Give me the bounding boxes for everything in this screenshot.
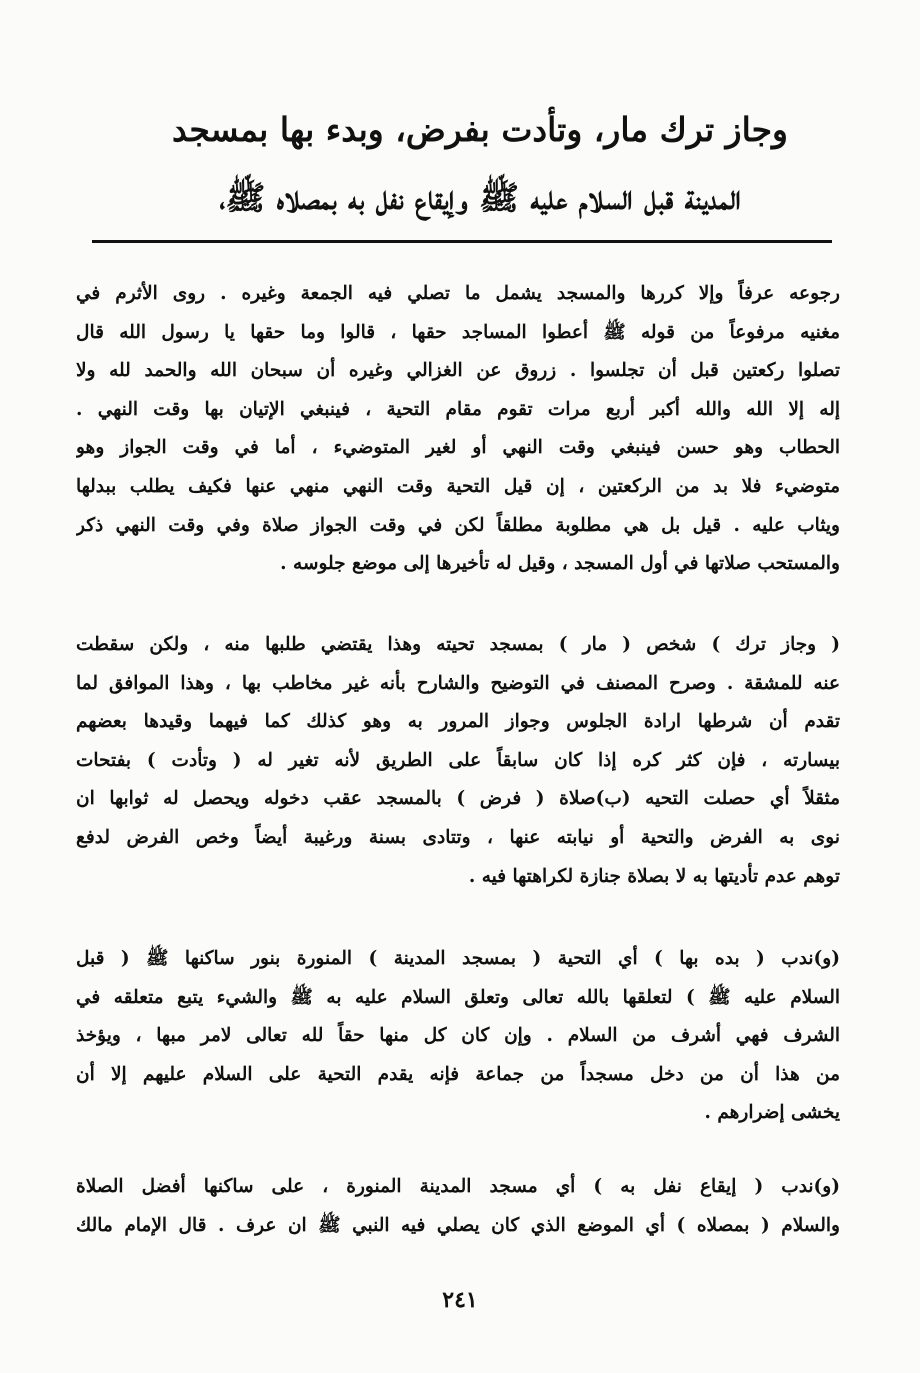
text-line: من هذا أن من دخل مسجداً من جماعة فإنه يقدم التحية على السلام عليهم إلا أن [76,1063,840,1085]
divider-rule [92,240,832,243]
text-line: مغنيه مرفوعاً من قوله ﷺ أعطوا المساجد حقها ، قالوا وما حقها يا رسول الله قال [76,321,840,343]
commentary-paragraph-2 [76,626,840,896]
text-line: والمستحب صلاتها في أول المسجد ، وقيل له تأخيرها إلى موضع جلوسه . [280,553,840,575]
text-line: يخشى إضرارهم . [704,1102,840,1124]
verse-line-1: وجاز ترك مار، وتأدت بفرض، وبدء بها بمسجد [172,110,788,149]
text-line: نوى به الفرض والتحية أو نيابته عنها ، وتتادى بسنة ورغيبة أيضاً وخص الفرض لدفع [76,826,840,848]
text-line: ( وجاز ترك ) شخص ( مار ) بمسجد تحيته وهذا يقتضي طلبها منه ، ولكن سقطت [76,634,840,655]
text-line: تقدم أن شرطها ارادة الجلوس وجواز المرور به وهو كذلك كما فيهما وقيدها بعضهم [76,711,840,733]
text-line: تصلوا ركعتين قبل أن تجلسوا . زروق عن الغزالي وغيره أن سبحان الله والحمد لله ولا [76,360,840,382]
text-line: ويثاب عليه . قيل بل هي مطلوبة مطلقاً لكن في وقت الجواز صلاة وفي وقت النهي ذكر [76,514,840,536]
commentary-paragraph-1 [76,275,840,584]
text-line: رجوعه عرفاً وإلا كررها والمسجد يشمل ما تصلي فيه الجمعة وغيره . روى الأثرم في [76,283,840,304]
text-line: (و)ندب ( إيقاع نفل به ) أي مسجد المدينة المنورة ، على ساكنها أفضل الصلاة [76,1176,840,1197]
page-number: ٢٤١ [442,1287,478,1313]
commentary-paragraph-3 [76,940,840,1133]
text-line: الشرف فهي أشرف من السلام . وإن كان كل منها حقاً لله تعالى لامر مبها ، ويؤخذ [76,1025,840,1047]
text-line: إله إلا الله والله أكبر أربع مرات تقوم مقام التحية ، فينبغي الإتيان بها وقت النهي . [76,398,840,420]
text-line: عنه للمشقة . وصرح المصنف في التوضيح والشارح بأنه غير مخاطب بها ، وهذا الموافق لما [76,672,840,694]
text-line: السلام عليه ﷺ ) لتعلقها بالله تعالى وتعلق السلام عليه به ﷺ والشيء يتبع متعلقه في [76,986,840,1008]
text-line: والسلام ( بمصلاه ) أي الموضع الذي كان يصلي فيه النبي ﷺ ان عرف . قال الإمام مالك [76,1214,840,1236]
text-line: توهم عدم تأديتها به لا بصلاة جنازة لكراهتها فيه . [468,865,840,887]
text-line: (و)ندب ( بده بها ) أي التحية ( بمسجد المدينة ) المنورة بنور ساكنها ﷺ ( قبل [76,948,840,969]
text-line: مثقلاً أي حصلت التحيه (ب)صلاة ( فرض ) بالمسجد عقب دخوله ويحصل له ثوابها ان [76,788,840,810]
commentary-paragraph-4 [76,1168,840,1245]
text-line: بيسارته ، فإن كثر كره إذا كان سابقاً على الطريق لأنه تغير له ( وتأدت ) بفتحات [76,749,840,771]
text-line: الحطاب وهو حسن فينبغي وقت النهي أو لغير المتوضيء ، أما في وقت الجواز وهو [76,437,840,459]
verse-line-2: المدينة قبل السلام عليه ﷺ وإيقاع نفل به بمصلاه ﷺ، [219,178,741,217]
text-line: متوضيء فلا بد من الركعتين ، إن قيل التحية وقت النهي منهي عنها فكيف يطلب ببدلها [76,475,840,497]
